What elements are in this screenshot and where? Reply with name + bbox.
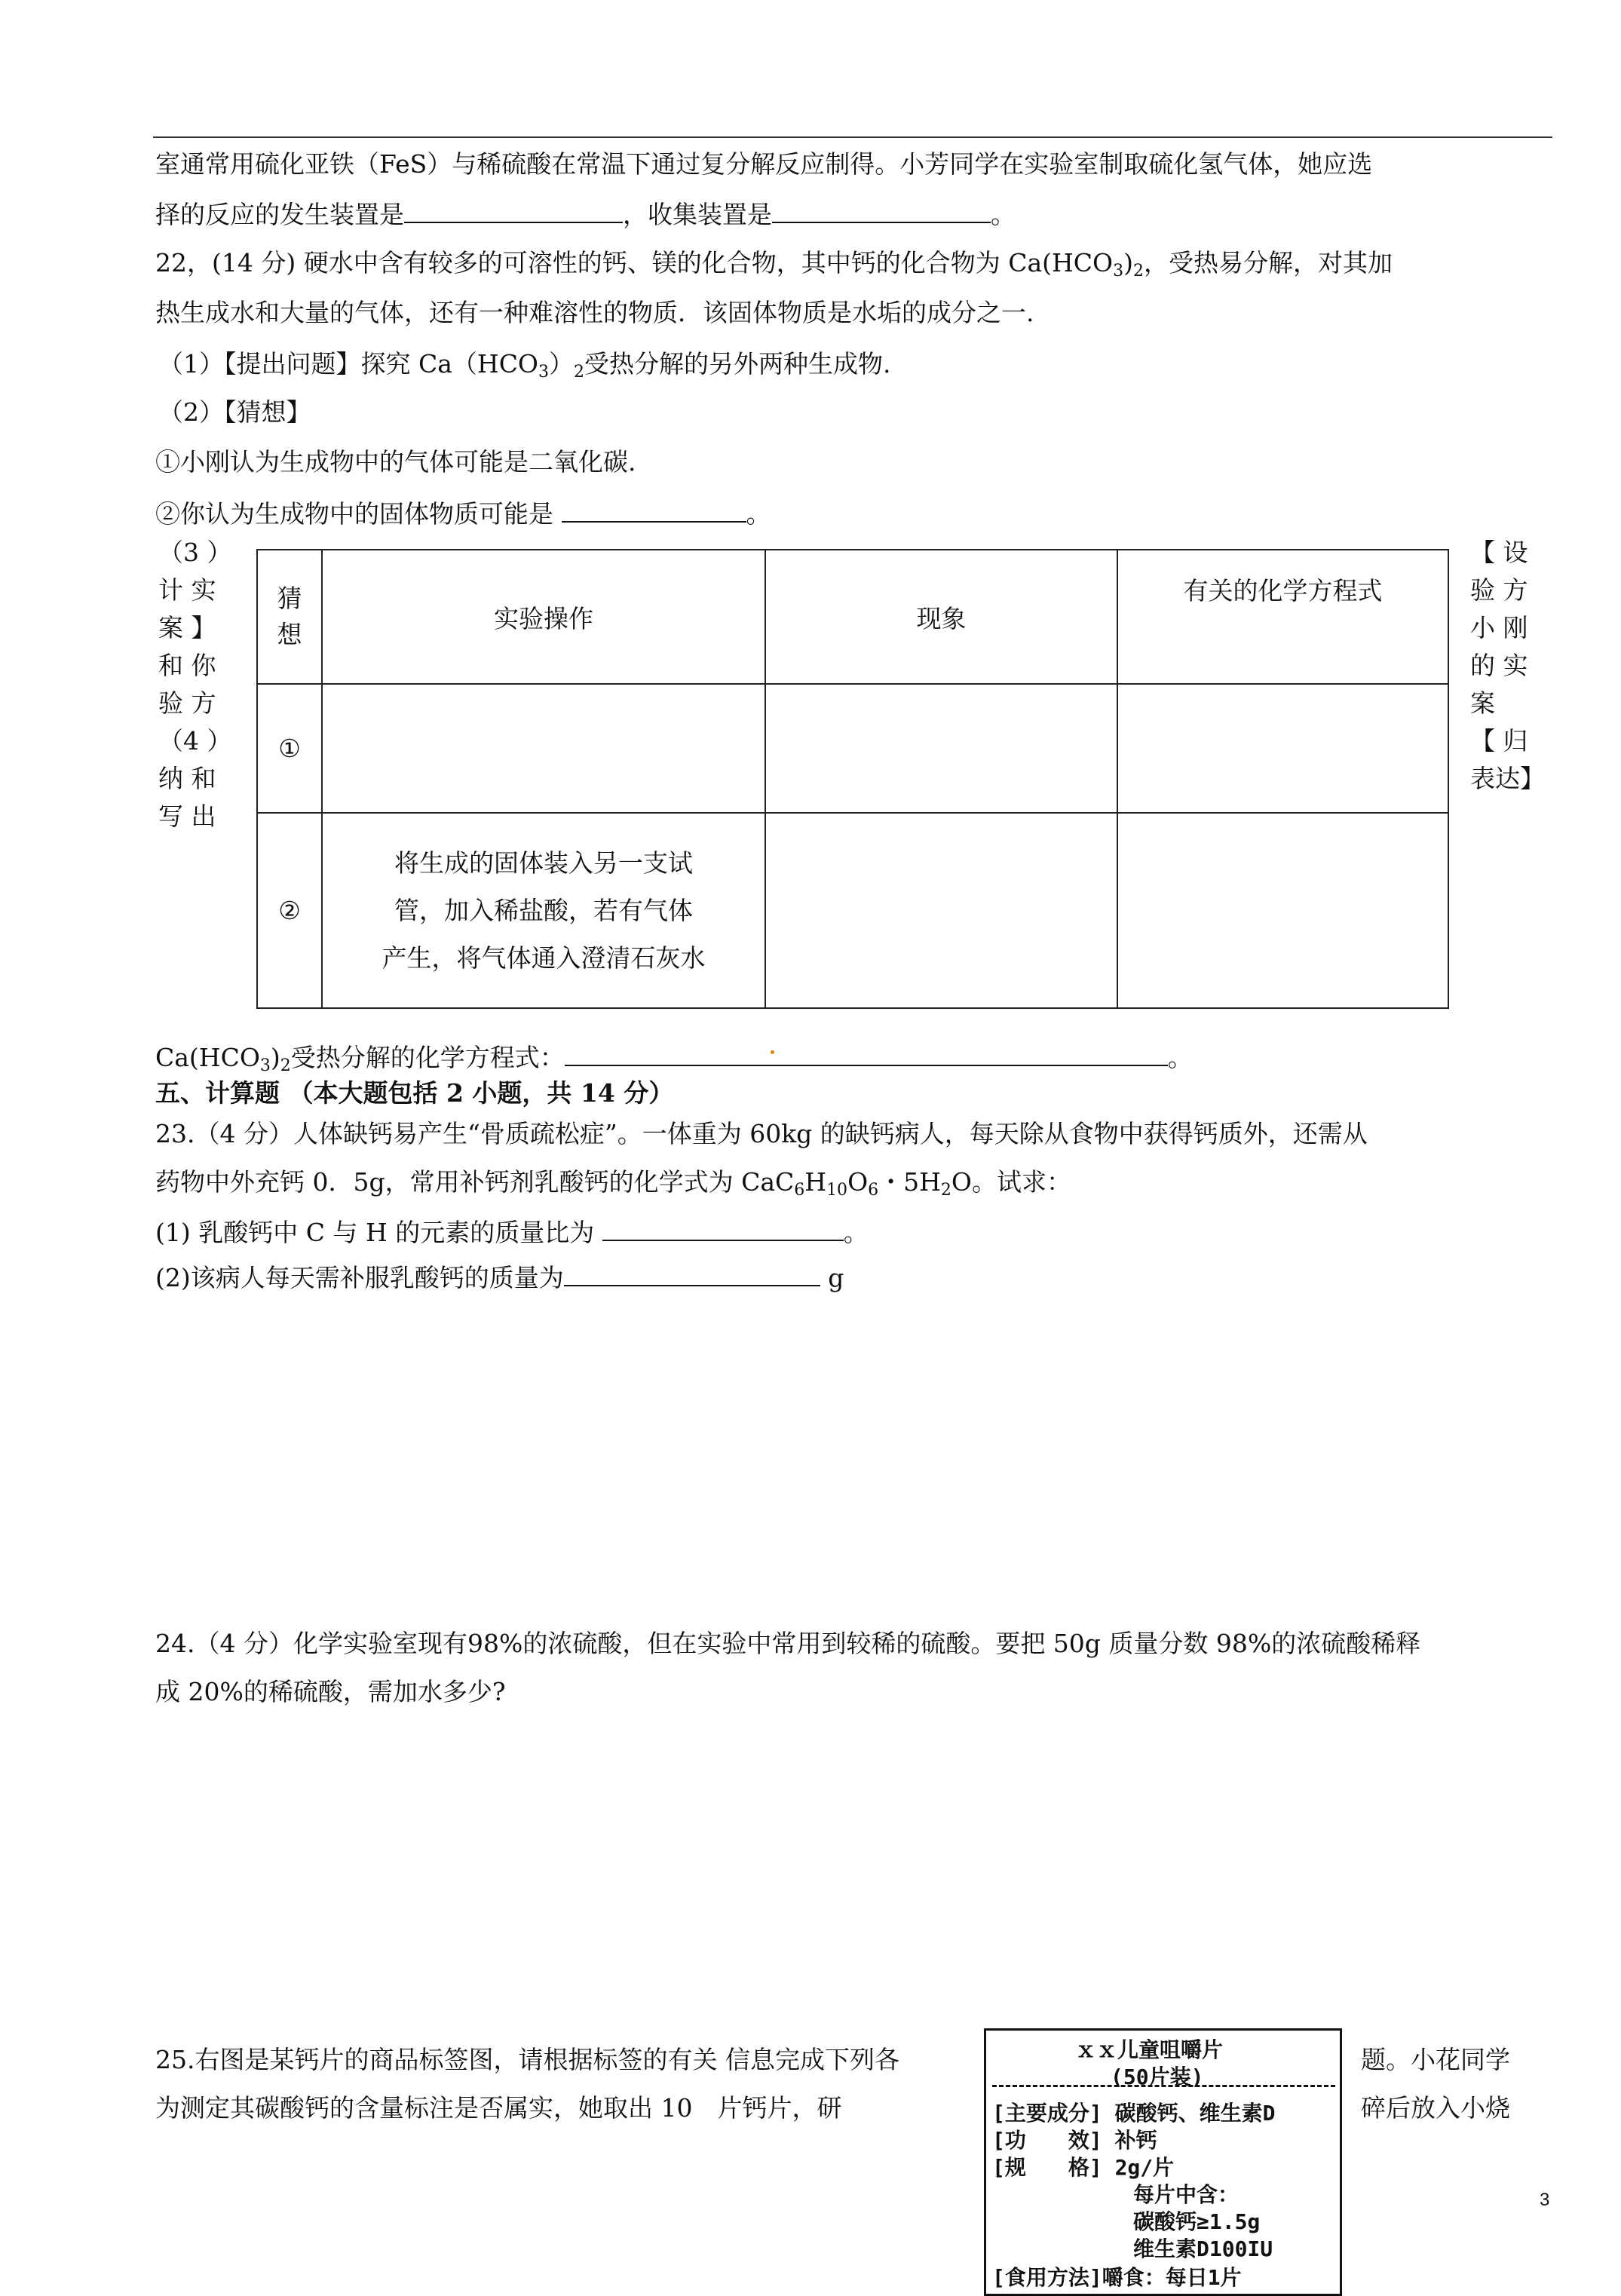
q24-line1: 24.（4 分）化学实验室现有98%的浓硫酸，但在实验中常用到较稀的硫酸。要把 50g 质量分数 98%的浓硫酸稀释 [155,1629,1421,1658]
q22-right-column-text: 【 设 验 方 小 刚 的 实 案 【 归 表达】 [1470,538,1545,793]
stray-mark [771,1050,774,1054]
th-operation: 实验操作 [322,550,765,684]
label-usage: [食用方法]嚼食：每日1片 [992,2265,1242,2290]
q23-part2: (2)该病人每天需补服乳酸钙的质量为 g [155,1259,844,1295]
q22-intro2: 热生成水和大量的气体，还有一种难溶性的物质．该固体物质是水垢的成分之一. [155,298,1034,327]
th-equation: 有关的化学方程式 [1117,550,1448,684]
row2-equation-cell[interactable] [1117,813,1448,1008]
q21-line2: 择的反应的发生装置是 ，收集装置是 。 [155,196,1016,231]
row1-phenomenon-cell[interactable] [765,684,1117,813]
q25-line2-left: 为测定其碳酸钙的含量标注是否属实，她取出 10 片钙片，研 [155,2093,842,2123]
label-caco3: 碳酸钙≥1.5g [1133,2209,1261,2234]
row1-operation-cell[interactable] [322,684,765,813]
q21-line1: 室通常用硫化亚铁（FeS）与稀硫酸在常温下通过复分解反应制得。小芳同学在实验室制取硫化氢气体，她应选 [155,149,1373,179]
row2-phenomenon-cell[interactable] [765,813,1117,1008]
answer-blank-generator[interactable] [404,196,623,223]
q23-line2: 药物中外充钙 0．5g，常用补钙剂乳酸钙的化学式为 $CaC_6H_{10}O_6$・$5H_2O$。试求： [155,1167,1071,1200]
q22-step2: （2）【猜想】 [158,397,311,427]
label-divider [992,2085,1335,2087]
q25-line2-right: 碎后放入小烧 [1361,2093,1510,2123]
answer-blank-solid[interactable] [562,495,746,523]
q22-equation-line: $Ca(HCO_3)_2$受热分解的化学方程式： 。 [155,1039,1193,1074]
q24-line2: 成 20%的稀硫酸，需加水多少? [155,1677,506,1706]
row1-guess-mark: ① [257,684,322,813]
row2-guess-mark: ② [257,813,322,1008]
label-subtitle: (50片装) [1111,2065,1204,2089]
q23-line1: 23.（4 分）人体缺钙易产生“骨质疏松症”。一体重为 60kg 的缺钙病人，每天除从食物中获得钙质外，还需从 [155,1119,1368,1148]
q22-step1: （1）【提出问题】探究 $Ca(HCO_3)_2$受热分解的另外两种生成物. [158,349,891,382]
experiment-table [256,549,1449,1009]
q22-guess1: ①小刚认为生成物中的气体可能是二氧化碳. [155,447,636,477]
label-ingredients: [主要成分] 碳酸钙、维生素D [992,2101,1276,2126]
answer-blank-collector[interactable] [772,196,991,223]
section5-title: 五、计算题 （本大题包括 2 小题，共 14 分） [155,1078,674,1108]
page-number: 3 [1540,2190,1550,2210]
q22-intro: 22，(14 分) 硬水中含有较多的可溶性的钙、镁的化合物，其中钙的化合物为 $Ca(HCO_3)_2$，受热易分解，对其加 [155,248,1393,280]
label-vitd: 维生素D100IU [1133,2236,1273,2261]
label-title: ｘｘ儿童咀嚼片 [1075,2037,1224,2062]
product-label [984,2028,1342,2296]
answer-blank-mass[interactable] [564,1259,820,1286]
label-per-tablet: 每片中含： [1133,2182,1239,2207]
q25-line1-right: 题。小花同学 [1361,2045,1510,2074]
q23-part1: (1) 乳酸钙中 C 与 H 的元素的质量比为 。 [155,1214,869,1249]
row1-equation-cell[interactable] [1117,684,1448,813]
row2-operation: 将生成的固体装入另一支试 管，加入稀盐酸，若有气体 产生，将气体通入澄清石灰水 [322,813,765,1008]
answer-blank-equation[interactable] [565,1039,1168,1066]
q22-guess2: ②你认为生成物中的固体物质可能是 。 [155,495,771,531]
q22-left-column-text: （3 ） 计 实 案 】 和 你 验 方 （4 ） 纳 和 写 出 [158,538,232,831]
header-rule [153,136,1552,138]
label-spec: [规 格] 2g/片 [992,2155,1175,2180]
th-phenomenon: 现象 [765,550,1117,684]
label-effect: [功 效] 补钙 [992,2128,1157,2153]
answer-blank-mass-ratio[interactable] [602,1214,844,1241]
q25-line1-left: 25.右图是某钙片的商品标签图，请根据标签的有关 信息完成下列各 [155,2045,899,2074]
th-guess: 猜 想 [257,550,322,684]
